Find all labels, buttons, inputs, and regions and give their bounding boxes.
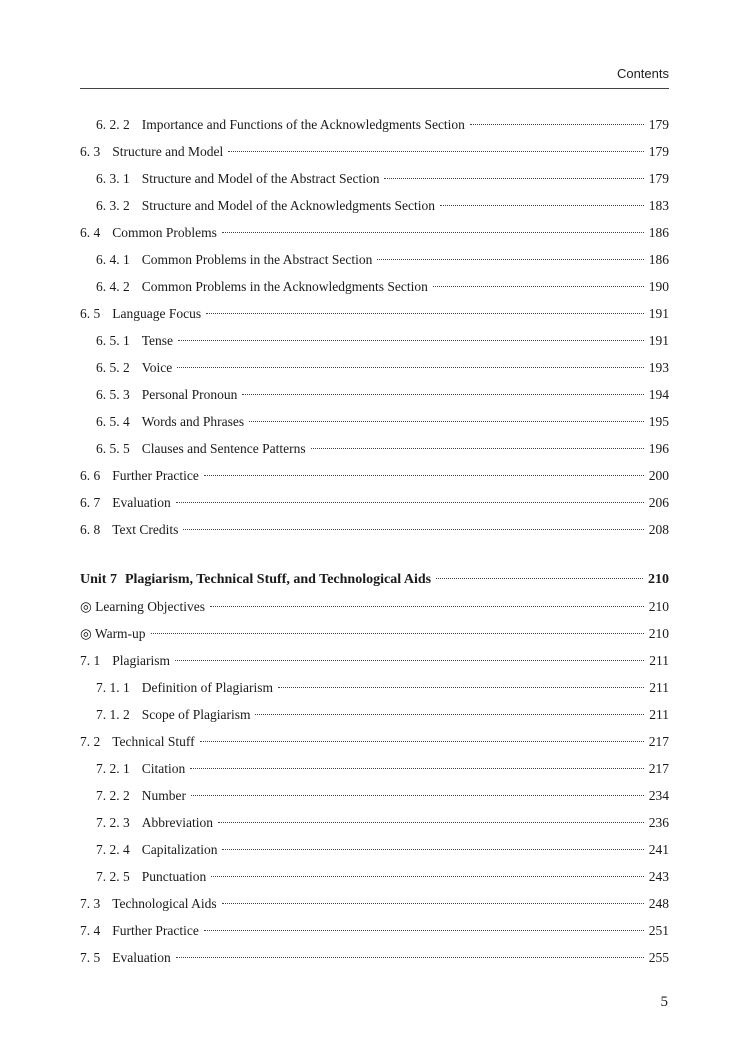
dot-leader <box>222 232 644 233</box>
dot-leader <box>191 795 644 796</box>
toc-entry-title: Technical Stuff <box>112 734 195 749</box>
toc-entry <box>80 387 669 414</box>
toc-entry-page: 241 <box>648 842 669 857</box>
toc-entry <box>80 815 669 842</box>
toc-entry <box>80 653 669 680</box>
toc-entry-title: Definition of Plagiarism <box>141 680 273 695</box>
toc-entry <box>80 734 669 761</box>
toc-entry <box>80 360 669 387</box>
toc-entry-page: 196 <box>648 441 669 456</box>
toc-entry <box>80 522 669 549</box>
dot-leader <box>204 930 644 931</box>
dot-leader <box>218 822 644 823</box>
toc-entry-page: 211 <box>649 653 669 668</box>
toc-entry-title: Technological Aids <box>112 896 217 911</box>
toc-entry-number: 6. 5. 4 <box>96 414 130 429</box>
dot-leader <box>255 714 644 715</box>
toc-entry-page: 255 <box>648 950 669 965</box>
toc-entry-title: Common Problems in the Abstract Section <box>141 252 373 267</box>
toc-entry-number: 7. 2. 2 <box>96 788 130 803</box>
dot-leader <box>384 178 643 179</box>
toc-entry <box>80 441 669 468</box>
toc-entry-number: 7. 2. 5 <box>96 869 130 884</box>
toc-entry-title: Clauses and Sentence Patterns <box>141 441 306 456</box>
dot-leader <box>436 578 643 579</box>
page-number: 5 <box>660 994 668 1010</box>
toc-entry-page: 236 <box>648 815 669 830</box>
toc-entry-title: Citation <box>141 761 186 776</box>
toc-entry-number: 6. 4. 1 <box>96 252 130 267</box>
toc-entry-number: 7. 1. 1 <box>96 680 130 695</box>
dot-leader <box>249 421 644 422</box>
toc-entry-number: 6. 4. 2 <box>96 279 130 294</box>
toc-entry-page: 251 <box>648 923 669 938</box>
toc-entry-page: 191 <box>648 333 669 348</box>
toc-entry-page: 210 <box>648 626 669 641</box>
toc-entry <box>80 923 669 950</box>
dot-leader <box>470 124 644 125</box>
toc-entry <box>80 117 669 144</box>
toc-entry-title: Scope of Plagiarism <box>141 707 251 722</box>
toc-entry-title: Further Practice <box>112 468 199 483</box>
dot-leader <box>377 259 643 260</box>
toc-entry-number: 7. 3 <box>80 896 101 911</box>
toc-entry-title: Personal Pronoun <box>141 387 238 402</box>
dot-leader <box>177 367 644 368</box>
toc-entry-page: 210 <box>648 599 669 614</box>
toc-entry <box>80 414 669 441</box>
toc-entry <box>80 707 669 734</box>
toc-entry-page: 186 <box>648 225 669 240</box>
toc-entry-page: 186 <box>648 252 669 267</box>
dot-leader <box>210 606 644 607</box>
toc-entry-number: 7. 2. 4 <box>96 842 130 857</box>
dot-leader <box>190 768 644 769</box>
toc-entry-page: 243 <box>648 869 669 884</box>
dot-leader <box>433 286 644 287</box>
toc-entry-title: Structure and Model of the Acknowledgments Section <box>141 198 435 213</box>
dot-leader <box>204 475 644 476</box>
toc-entry-page: 210 <box>648 572 669 587</box>
toc-entry-number: 7. 2. 3 <box>96 815 130 830</box>
toc-entry-title: Voice <box>141 360 173 375</box>
toc-entry <box>80 788 669 815</box>
dot-leader <box>151 633 644 634</box>
toc-entry <box>80 869 669 896</box>
toc-entry-title: Words and Phrases <box>141 414 245 429</box>
dot-leader <box>183 529 643 530</box>
toc-entry-title: Evaluation <box>112 495 171 510</box>
header-rule <box>80 88 669 89</box>
dot-leader <box>222 903 644 904</box>
toc-entry-title: Further Practice <box>112 923 199 938</box>
toc-entry-number: 6. 8 <box>80 522 101 537</box>
toc-entry-page: 211 <box>649 707 669 722</box>
dot-leader <box>228 151 644 152</box>
toc-entry <box>80 225 669 252</box>
toc-entry-title: Language Focus <box>112 306 202 321</box>
toc-entry-page: 195 <box>648 414 669 429</box>
toc-entry <box>80 306 669 333</box>
toc-entry-number: 6. 2. 2 <box>96 117 130 132</box>
toc-entry-page: 194 <box>648 387 669 402</box>
dot-leader <box>211 876 644 877</box>
toc-entry <box>80 468 669 495</box>
toc-entry <box>80 171 669 198</box>
dot-leader <box>206 313 644 314</box>
toc-entry-title: Structure and Model <box>112 144 224 159</box>
toc-entry-number: 7. 2. 1 <box>96 761 130 776</box>
dot-leader <box>175 660 644 661</box>
dot-leader <box>178 340 644 341</box>
toc-entry-page: 179 <box>648 144 669 159</box>
toc-entry-number: 6. 5. 1 <box>96 333 130 348</box>
toc-entry-number: Unit 7 <box>80 572 117 587</box>
toc-entry-number: 6. 3. 1 <box>96 171 130 186</box>
toc-entry-page: 193 <box>648 360 669 375</box>
toc-entry-number: 7. 1. 2 <box>96 707 130 722</box>
dot-leader <box>440 205 644 206</box>
toc-entry-page: 191 <box>648 306 669 321</box>
toc-entry-title: Text Credits <box>112 522 179 537</box>
toc-entry-page: 234 <box>648 788 669 803</box>
toc-entry <box>80 279 669 306</box>
toc-entry-title: Punctuation <box>141 869 207 884</box>
toc-entry-title: Importance and Functions of the Acknowledgments Section <box>141 117 465 132</box>
toc-entry <box>80 680 669 707</box>
toc-entry <box>80 144 669 171</box>
toc-entry-title: Capitalization <box>141 842 218 857</box>
dot-leader <box>242 394 643 395</box>
toc-entry <box>80 896 669 923</box>
toc-entry-number: 6. 7 <box>80 495 101 510</box>
dot-leader <box>200 741 644 742</box>
toc-entry-page: 217 <box>648 734 669 749</box>
toc-entry-number: 6. 5. 2 <box>96 360 130 375</box>
toc-entry-title: Tense <box>141 333 174 348</box>
toc-entry <box>80 333 669 360</box>
toc-entry <box>80 599 669 626</box>
dot-leader <box>278 687 644 688</box>
dot-leader <box>176 502 644 503</box>
toc-entry-number: 7. 4 <box>80 923 101 938</box>
toc-entry-title: Structure and Model of the Abstract Section <box>141 171 380 186</box>
toc-entry-number: 7. 1 <box>80 653 101 668</box>
toc-entry-page: 208 <box>648 522 669 537</box>
toc-entry <box>80 198 669 225</box>
toc-entry-page: 183 <box>648 198 669 213</box>
toc-entry-page: 211 <box>649 680 669 695</box>
toc-entry-number: 6. 5. 5 <box>96 441 130 456</box>
toc-entry-title: Number <box>141 788 186 803</box>
toc-entry-number: 6. 6 <box>80 468 101 483</box>
dot-leader <box>311 448 644 449</box>
toc-entry-page: 179 <box>648 171 669 186</box>
toc-unit-heading <box>80 572 669 599</box>
toc-entry-number: 7. 5 <box>80 950 101 965</box>
table-of-contents <box>80 117 669 977</box>
toc-entry <box>80 495 669 522</box>
toc-entry-title: ◎ Warm-up <box>80 626 146 641</box>
toc-entry-page: 179 <box>648 117 669 132</box>
toc-entry-number: 7. 2 <box>80 734 101 749</box>
dot-leader <box>176 957 644 958</box>
toc-entry-page: 217 <box>648 761 669 776</box>
toc-entry <box>80 950 669 977</box>
dot-leader <box>222 849 643 850</box>
toc-entry-page: 190 <box>648 279 669 294</box>
toc-entry-title: Evaluation <box>112 950 171 965</box>
toc-entry-number: 6. 3. 2 <box>96 198 130 213</box>
toc-entry-page: 200 <box>648 468 669 483</box>
toc-entry-title: Common Problems in the Acknowledgments Section <box>141 279 428 294</box>
toc-entry <box>80 842 669 869</box>
toc-entry-page: 206 <box>648 495 669 510</box>
toc-entry-number: 6. 5 <box>80 306 101 321</box>
toc-entry-title: Common Problems <box>112 225 217 240</box>
toc-entry-title: ◎ Learning Objectives <box>80 599 205 614</box>
toc-entry <box>80 626 669 653</box>
toc-entry-title: Plagiarism, Technical Stuff, and Technological Aids <box>124 572 432 587</box>
header-section-label: Contents <box>616 66 669 81</box>
toc-entry-title: Plagiarism <box>112 653 170 668</box>
toc-entry-title: Abbreviation <box>141 815 213 830</box>
toc-entry-number: 6. 4 <box>80 225 101 240</box>
toc-entry-page: 248 <box>648 896 669 911</box>
toc-entry <box>80 252 669 279</box>
toc-entry-number: 6. 5. 3 <box>96 387 130 402</box>
toc-entry-number: 6. 3 <box>80 144 101 159</box>
toc-entry <box>80 761 669 788</box>
